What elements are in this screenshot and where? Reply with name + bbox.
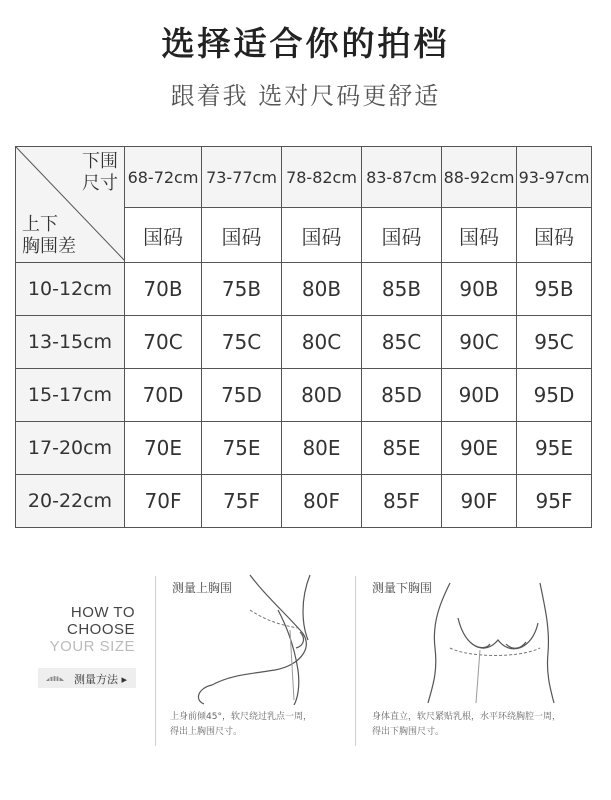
size-cell: 85F xyxy=(362,475,442,528)
size-cell: 80C xyxy=(282,316,362,369)
column-header: 93-97cm xyxy=(517,147,592,208)
size-cell: 80D xyxy=(282,369,362,422)
code-label-cell: 国码 xyxy=(202,208,282,263)
page-title: 选择适合你的拍档 xyxy=(161,24,450,63)
row-label: 13-15cm xyxy=(16,316,125,369)
size-cell: 95C xyxy=(517,316,592,369)
size-cell: 95B xyxy=(517,263,592,316)
size-cell: 75D xyxy=(202,369,282,422)
table-corner-cell xyxy=(16,147,125,263)
under-bust-title: 测量下胸围 xyxy=(372,581,433,595)
row-label: 20-22cm xyxy=(16,475,125,528)
size-cell: 70D xyxy=(125,369,202,422)
corner-bottom-label: 上下 胸围差 xyxy=(22,214,76,257)
table-row xyxy=(16,316,592,369)
table-row xyxy=(16,369,592,422)
code-label-cell: 国码 xyxy=(125,208,202,263)
divider-left xyxy=(155,576,156,746)
size-cell: 75B xyxy=(202,263,282,316)
size-cell: 70E xyxy=(125,422,202,475)
size-cell: 75F xyxy=(202,475,282,528)
code-label-cell: 国码 xyxy=(517,208,592,263)
size-cell: 75C xyxy=(202,316,282,369)
column-header: 78-82cm xyxy=(282,147,362,208)
howto-line-3: YOUR SIZE xyxy=(49,638,135,655)
column-header: 73-77cm xyxy=(202,147,282,208)
table-row xyxy=(16,263,592,316)
howto-line-1: HOW TO xyxy=(70,604,135,621)
row-label: 17-20cm xyxy=(16,422,125,475)
column-header: 83-87cm xyxy=(362,147,442,208)
code-label-cell: 国码 xyxy=(442,208,517,263)
code-label-cell: 国码 xyxy=(282,208,362,263)
size-cell: 95E xyxy=(517,422,592,475)
table-row xyxy=(16,422,592,475)
size-cell: 90C xyxy=(442,316,517,369)
upper-bust-description: 上身前倾45°，软尺绕过乳点一周， 得出上胸围尺寸。 xyxy=(170,712,312,737)
howto-line-2: CHOOSE xyxy=(66,621,135,638)
size-cell: 80B xyxy=(282,263,362,316)
divider-middle xyxy=(355,576,356,746)
size-cell: 85B xyxy=(362,263,442,316)
code-label-cell: 国码 xyxy=(362,208,442,263)
size-cell: 85D xyxy=(362,369,442,422)
size-cell: 90F xyxy=(442,475,517,528)
table-header-row xyxy=(16,147,592,208)
corner-top-label: 下围 尺寸 xyxy=(82,151,118,194)
size-cell: 90B xyxy=(442,263,517,316)
size-cell: 75E xyxy=(202,422,282,475)
size-cell: 95D xyxy=(517,369,592,422)
size-chart-table xyxy=(15,146,592,528)
size-cell: 85C xyxy=(362,316,442,369)
row-label: 15-17cm xyxy=(16,369,125,422)
howto-heading xyxy=(40,604,135,655)
measure-method-tag xyxy=(38,668,136,688)
measure-method-label: 测量方法 ▸ xyxy=(74,673,128,686)
size-cell: 70F xyxy=(125,475,202,528)
under-bust-description: 身体直立，软尺紧贴乳根，水平环绕胸腔一周， 得出下胸围尺寸。 xyxy=(372,712,562,737)
size-cell: 70B xyxy=(125,263,202,316)
size-cell: 70C xyxy=(125,316,202,369)
size-cell: 80F xyxy=(282,475,362,528)
size-cell: 90D xyxy=(442,369,517,422)
size-cell: 95F xyxy=(517,475,592,528)
upper-bust-illustration xyxy=(190,570,340,705)
row-label: 10-12cm xyxy=(16,263,125,316)
upper-bust-title: 测量上胸围 xyxy=(172,581,233,595)
column-header: 88-92cm xyxy=(442,147,517,208)
table-row xyxy=(16,475,592,528)
column-header: 68-72cm xyxy=(125,147,202,208)
page-subtitle: 跟着我 选对尺码更舒适 xyxy=(170,82,441,110)
size-cell: 80E xyxy=(282,422,362,475)
tape-measure-icon xyxy=(44,671,66,685)
size-cell: 85E xyxy=(362,422,442,475)
size-cell: 90E xyxy=(442,422,517,475)
under-bust-illustration xyxy=(410,578,570,703)
